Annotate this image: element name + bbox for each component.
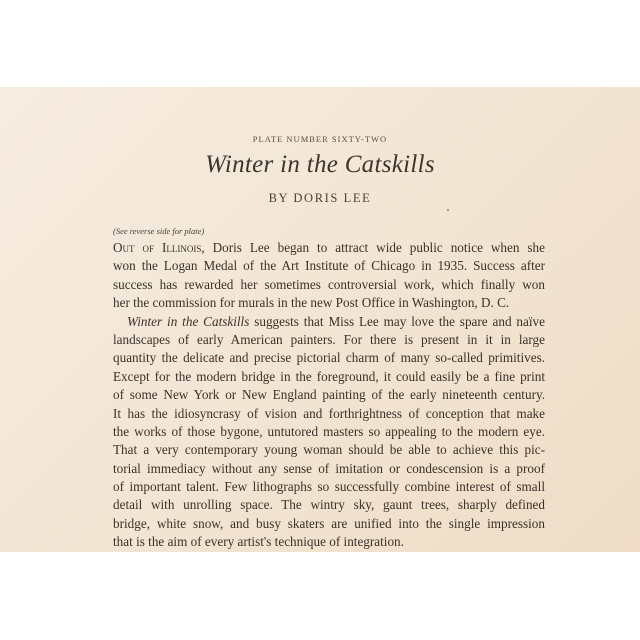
- byline: BY DORIS LEE: [268, 191, 372, 205]
- paragraph-2-line: of some New York or New England painting of the early nineteenth century.: [113, 387, 545, 403]
- body-text: [113, 239, 545, 552]
- plate-number: PLATE NUMBER SIXTY-TWO: [252, 134, 388, 144]
- paragraph-2-line: detail with unrolling space. The wintry sky, gaunt trees, sharply defined: [113, 497, 545, 513]
- paragraph-2-line: torial immediacy without any sense of imitation or condescension is a proof: [113, 460, 545, 476]
- paragraph-1-line-4: her the commission for murals in the new Post Office in Washington, D. C.: [113, 295, 510, 311]
- paragraph-2-line: It has the idiosyncrasy of vision and forthrightness of conception that make: [113, 405, 545, 421]
- ink-speck: [447, 209, 449, 211]
- paragraph-2-line: landscapes of early American painters. For there is present in it in large: [113, 331, 545, 347]
- paragraph-1-line-3: success has rewarded her sometimes controversial work, which finally won: [113, 276, 545, 292]
- paragraph-2-line: bridge, white snow, and busy skaters are unified into the single impression: [113, 515, 545, 531]
- paragraph-2-line: the works of those bygone, untutored masters so appealing to the modern eye.: [113, 423, 545, 439]
- lead-smallcaps: Out of Illinois,: [113, 240, 205, 255]
- paragraph-2-line: of important talent. Few lithographs so successfully combine interest of small: [113, 479, 545, 495]
- paragraph-2-line: That a very contemporary young woman should be able to achieve this pic-: [113, 442, 545, 458]
- lead-italic-title: Winter in the Catskills: [127, 313, 250, 329]
- page-title: Winter in the Catskills: [205, 151, 435, 178]
- paragraph-1-line-2: won the Logan Medal of the Art Institute of Chicago in 1935. Success after: [113, 258, 545, 274]
- paragraph-2-line: that is the aim of every artist's technique of integration.: [113, 534, 404, 550]
- paragraph-1-line-1: Out of Illinois, Doris Lee began to attract wide public notice when she: [113, 240, 545, 255]
- paragraph-2-line-1: Winter in the Catskills suggests that Miss Lee may love the spare and naïve: [127, 313, 545, 329]
- reverse-side-note: (See reverse side for plate): [113, 226, 205, 236]
- paragraph-2-line: Except for the modern bridge in the foreground, it could easily be a fine print: [113, 368, 545, 384]
- paragraph-2-line: quantity the delicate and precise pictorial charm of many so-called primitives.: [113, 350, 545, 366]
